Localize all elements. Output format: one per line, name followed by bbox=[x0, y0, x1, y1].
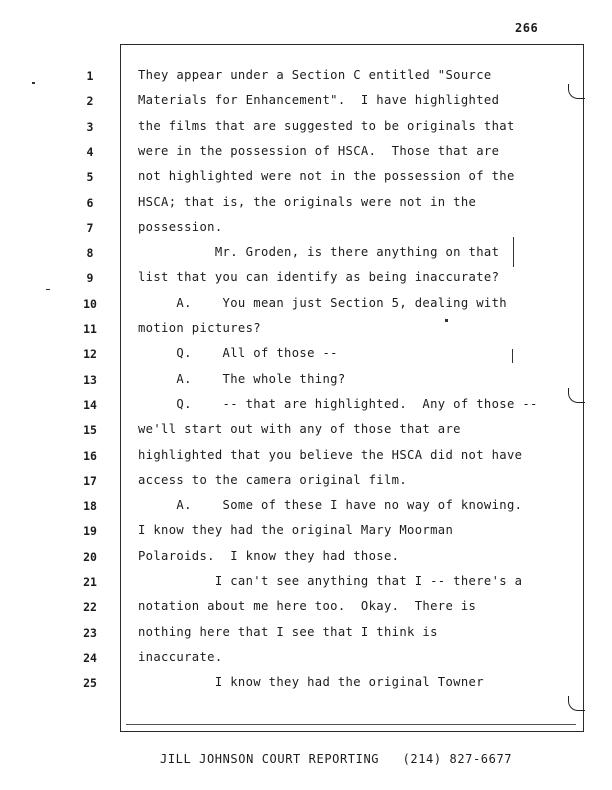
footer-court-reporter: JILL JOHNSON COURT REPORTING (214) 827-6677 bbox=[160, 752, 513, 766]
transcript-line: HSCA; that is, the originals were not in the bbox=[138, 195, 477, 209]
transcript-line: notation about me here too. Okay. There is bbox=[138, 599, 477, 613]
transcript-line: Polaroids. I know they had those. bbox=[138, 549, 400, 563]
transcript-line: A. The whole thing? bbox=[138, 372, 346, 386]
transcript-line: nothing here that I see that I think is bbox=[138, 625, 438, 639]
transcript-line: Q. All of those -- bbox=[138, 346, 338, 360]
line-number: 22 bbox=[83, 600, 97, 614]
line-number: 21 bbox=[83, 575, 97, 589]
line-number: 1 bbox=[86, 69, 94, 83]
line-number: 25 bbox=[83, 676, 97, 690]
line-number: 19 bbox=[83, 524, 97, 538]
line-number: 13 bbox=[83, 373, 97, 387]
line-number: 4 bbox=[86, 145, 94, 159]
line-number: 23 bbox=[83, 626, 97, 640]
line-number: 24 bbox=[83, 651, 97, 665]
line-number: 10 bbox=[83, 297, 97, 311]
transcript-line: were in the possession of HSCA. Those that are bbox=[138, 144, 500, 158]
line-number: 17 bbox=[83, 474, 97, 488]
line-number: 18 bbox=[83, 499, 97, 513]
transcript-line: possession. bbox=[138, 220, 223, 234]
line-number: 8 bbox=[86, 246, 94, 260]
line-number: 5 bbox=[86, 170, 94, 184]
scan-mark bbox=[46, 289, 50, 290]
transcript-line: motion pictures? bbox=[138, 321, 261, 335]
transcript-line: I can't see anything that I -- there's a bbox=[138, 574, 523, 588]
line-number: 16 bbox=[83, 449, 97, 463]
transcript-line: Mr. Groden, is there anything on that bbox=[138, 245, 500, 259]
line-number: 11 bbox=[83, 322, 97, 336]
page-number: 266 bbox=[515, 21, 539, 35]
transcript-line: access to the camera original film. bbox=[138, 473, 408, 487]
line-number: 3 bbox=[86, 120, 94, 134]
transcript-line: A. You mean just Section 5, dealing with bbox=[138, 296, 507, 310]
scan-mark bbox=[32, 82, 35, 84]
frame-inner-rule bbox=[126, 724, 576, 725]
transcript-line: I know they had the original Towner bbox=[138, 675, 484, 689]
transcript-line: They appear under a Section C entitled "Source bbox=[138, 68, 492, 82]
line-number: 12 bbox=[83, 347, 97, 361]
line-number: 14 bbox=[83, 398, 97, 412]
transcript-line: we'll start out with any of those that are bbox=[138, 422, 461, 436]
line-number: 15 bbox=[83, 423, 97, 437]
line-number: 20 bbox=[83, 550, 97, 564]
scan-mark bbox=[512, 349, 513, 363]
scan-mark bbox=[513, 237, 514, 267]
transcript-line: inaccurate. bbox=[138, 650, 223, 664]
line-number: 6 bbox=[86, 196, 94, 210]
transcript-line: not highlighted were not in the possession of the bbox=[138, 169, 515, 183]
transcript-line: A. Some of these I have no way of knowing. bbox=[138, 498, 523, 512]
line-number: 7 bbox=[86, 221, 94, 235]
transcript-line: list that you can identify as being inaccurate? bbox=[138, 270, 500, 284]
transcript-line: Materials for Enhancement". I have highlighted bbox=[138, 93, 500, 107]
line-number: 9 bbox=[86, 271, 94, 285]
transcript-line: I know they had the original Mary Moorman bbox=[138, 523, 454, 537]
transcript-line: highlighted that you believe the HSCA did not have bbox=[138, 448, 523, 462]
scan-mark bbox=[445, 319, 448, 322]
transcript-line: Q. -- that are highlighted. Any of those -- bbox=[138, 397, 538, 411]
transcript-line: the films that are suggested to be originals that bbox=[138, 119, 515, 133]
line-number: 2 bbox=[86, 94, 94, 108]
